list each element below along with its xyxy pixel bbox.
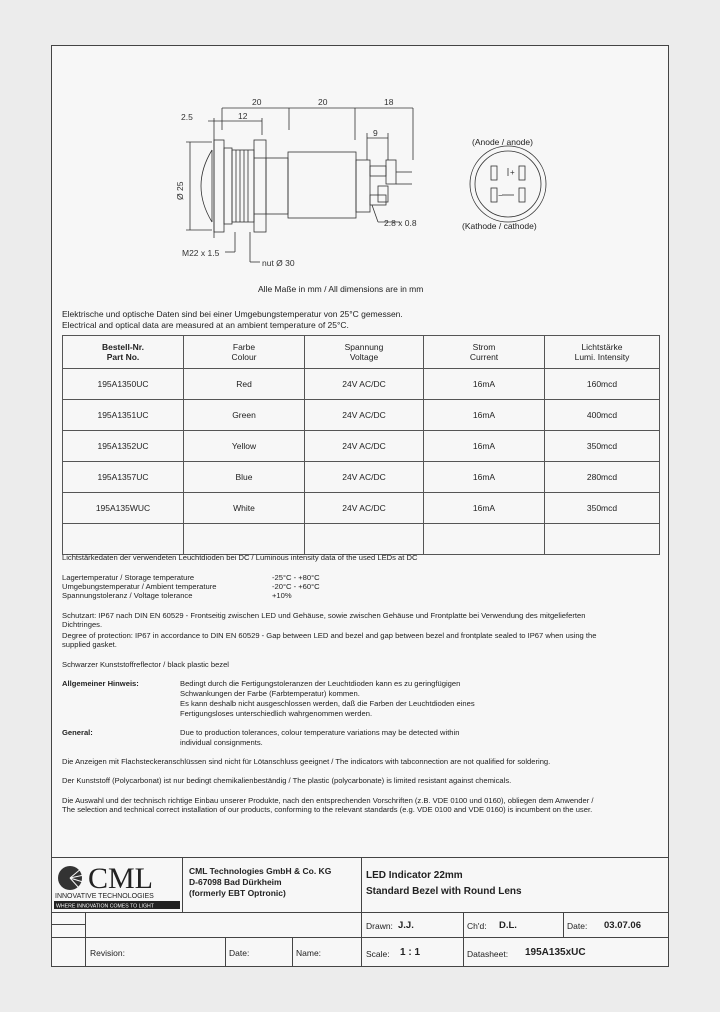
general-hint-de-label: Allgemeiner Hinweis:	[62, 679, 139, 688]
cell-current: 16mA	[424, 400, 545, 431]
cml-logo	[52, 858, 182, 910]
voltage-tol-value: +10%	[272, 591, 292, 600]
col-part-no: Bestell-Nr. Part No.	[63, 336, 184, 369]
table-row	[63, 431, 660, 462]
ambient-temp-label: Umgebungstemperatur / Ambient temperature	[62, 582, 217, 591]
dim-20-mid: 20	[318, 97, 328, 107]
general-hint-de-1: Bedingt durch die Fertigungstoleranzen der Leuchtdioden kann es zu geringfügigen	[180, 679, 461, 688]
cell-part: 195A1350UC	[63, 369, 184, 400]
table-header-row	[63, 336, 660, 369]
col-voltage: Spannung Voltage	[305, 336, 424, 369]
bezel-note: Schwarzer Kunststoffreflector / black plastic bezel	[62, 660, 229, 669]
intro-de: Elektrische und optische Daten sind bei einer Umgebungstemperatur von 25°C gemessen.	[62, 309, 403, 319]
date-value: 03.07.06	[604, 920, 641, 931]
table-row-empty	[63, 524, 660, 555]
spec-table	[62, 335, 660, 555]
date-label: Date:	[567, 921, 588, 931]
general-hint-en-2: individual consignments.	[180, 738, 263, 747]
protection-en-2: supplied gasket.	[62, 640, 117, 649]
cell-colour: Blue	[184, 462, 305, 493]
logo-text: CML	[88, 862, 154, 895]
table-row	[63, 400, 660, 431]
general-hint-de-4: Fertigungsloses unterschiedlich wahrgenommen werden.	[180, 709, 373, 718]
checked-value: D.L.	[499, 920, 517, 931]
table-row	[63, 493, 660, 524]
protection-de-2: Dichtringes.	[62, 620, 103, 629]
datasheet-label: Datasheet:	[467, 949, 509, 959]
col-current: Strom Current	[424, 336, 545, 369]
cell-colour: Red	[184, 369, 305, 400]
cell-part: 195A1351UC	[63, 400, 184, 431]
cell-intensity: 350mcd	[545, 493, 660, 524]
table-row	[63, 369, 660, 400]
general-hint-en-1: Due to production tolerances, colour temperature variations may be detected within	[180, 728, 460, 737]
cell-part: 195A1357UC	[63, 462, 184, 493]
dim-9: 9	[373, 128, 378, 138]
col-intensity: Lichtstärke Lumi. Intensity	[545, 336, 660, 369]
general-hint-en-label: General:	[62, 728, 93, 737]
cell-current: 16mA	[424, 431, 545, 462]
drawn-label: Drawn:	[366, 921, 393, 931]
anode-label: (Anode / anode)	[472, 137, 533, 147]
cell-intensity: 350mcd	[545, 431, 660, 462]
cell-voltage: 24V AC/DC	[305, 431, 424, 462]
checked-label: Ch'd:	[467, 921, 487, 931]
storage-temp-label: Lagertemperatur / Storage temperature	[62, 573, 195, 582]
cell-intensity: 160mcd	[545, 369, 660, 400]
dim-2-5: 2.5	[181, 112, 193, 122]
general-hint-de-2: Schwankungen der Farbe (Farbtemperatur) kommen.	[180, 689, 360, 698]
intro-en: Electrical and optical data are measured at an ambient temperature of 25°C.	[62, 320, 349, 330]
protection-en-1: Degree of protection: IP67 in accordance to DIN EN 60529 - Gap between LED and bezel and gap between bezel and frontplate sealed to IP67 when using the	[62, 631, 597, 640]
led-side-view-drawing	[0, 0, 720, 300]
cell-colour: Green	[184, 400, 305, 431]
installation-note-en: The selection and technical correct installation of our products, conforming to the relevant standards (e.g. VDE 0100 and VDE 0160) is incumbent on the user.	[62, 805, 593, 814]
revision-label: Revision:	[90, 948, 125, 958]
units-note: Alle Maße in mm / All dimensions are in mm	[258, 284, 424, 294]
cell-current: 16mA	[424, 462, 545, 493]
cell-colour: White	[184, 493, 305, 524]
scale-label: Scale:	[366, 949, 390, 959]
cathode-label: (Kathode / cathode)	[462, 221, 537, 231]
voltage-tol-label: Spannungstoleranz / Voltage tolerance	[62, 591, 193, 600]
ambient-temp-value: -20°C - +60°C	[272, 582, 320, 591]
dim-18: 18	[384, 97, 394, 107]
cell-part: 195A135WUC	[63, 493, 184, 524]
minus-symbol: −	[498, 191, 503, 200]
logo-tagline: WHERE INNOVATION COMES TO LIGHT	[56, 903, 154, 910]
cell-voltage: 24V AC/DC	[305, 400, 424, 431]
scale-value: 1 : 1	[400, 947, 421, 958]
soldering-note: Die Anzeigen mit Flachsteckeranschlüssen sind nicht für Lötanschluss geeignet / The indicators with tabconnection are not qualified for soldering.	[62, 757, 551, 766]
product-subtitle: Standard Bezel with Round Lens	[366, 886, 522, 897]
table-row	[63, 462, 660, 493]
dim-diameter-25: Ø 25	[175, 181, 185, 200]
product-title: LED Indicator 22mm	[366, 870, 463, 881]
drawn-value: J.J.	[398, 920, 414, 931]
dim-nut: nut Ø 30	[262, 258, 295, 268]
chemical-note: Der Kunststoff (Polycarbonat) ist nur bedingt chemikalienbeständig / The plastic (polycarbonate) is limited resistant against chemicals.	[62, 776, 512, 785]
dim-20-left: 20	[252, 97, 262, 107]
general-hint-de-3: Es kann deshalb nicht ausgeschlossen werden, daß die Farben der Leuchtdioden eines	[180, 699, 475, 708]
company-name: CML Technologies GmbH & Co. KG	[189, 866, 332, 876]
dim-12: 12	[238, 111, 248, 121]
company-address: D-67098 Bad Dürkheim	[189, 877, 282, 887]
cell-current: 16mA	[424, 493, 545, 524]
cell-intensity: 280mcd	[545, 462, 660, 493]
protection-de-1: Schutzart: IP67 nach DIN EN 60529 - Frontseitig zwischen LED und Gehäuse, sowie zwischen Gehäuse und Frontplatte bei Verwendung des mitgelieferten	[62, 611, 586, 620]
revision-date-label: Date:	[229, 948, 250, 958]
company-former: (formerly EBT Optronic)	[189, 888, 286, 898]
storage-temp-value: -25°C - +80°C	[272, 573, 320, 582]
cell-voltage: 24V AC/DC	[305, 493, 424, 524]
logo-subtitle: INNOVATIVE TECHNOLOGIES	[55, 893, 154, 900]
dim-thread: M22 x 1.5	[182, 248, 220, 258]
revision-name-label: Name:	[296, 948, 322, 958]
cell-part: 195A1352UC	[63, 431, 184, 462]
cell-voltage: 24V AC/DC	[305, 369, 424, 400]
dim-pin: 2.8 x 0.8	[384, 218, 417, 228]
plus-symbol: +	[510, 168, 515, 177]
cell-voltage: 24V AC/DC	[305, 462, 424, 493]
cell-current: 16mA	[424, 369, 545, 400]
col-colour: Farbe Colour	[184, 336, 305, 369]
cell-colour: Yellow	[184, 431, 305, 462]
cell-intensity: 400mcd	[545, 400, 660, 431]
installation-note-de: Die Auswahl und der technisch richtige Einbau unserer Produkte, nach den entsprechenden Vorschriften (z.B. VDE 0100 und 0160), obliegen dem Anwender /	[62, 796, 594, 805]
luminous-note: Lichtstärkedaten der verwendeten Leuchtdioden bei DC / Luminous intensity data of the used LEDs at DC	[62, 553, 418, 562]
datasheet-value: 195A135xUC	[525, 947, 586, 958]
